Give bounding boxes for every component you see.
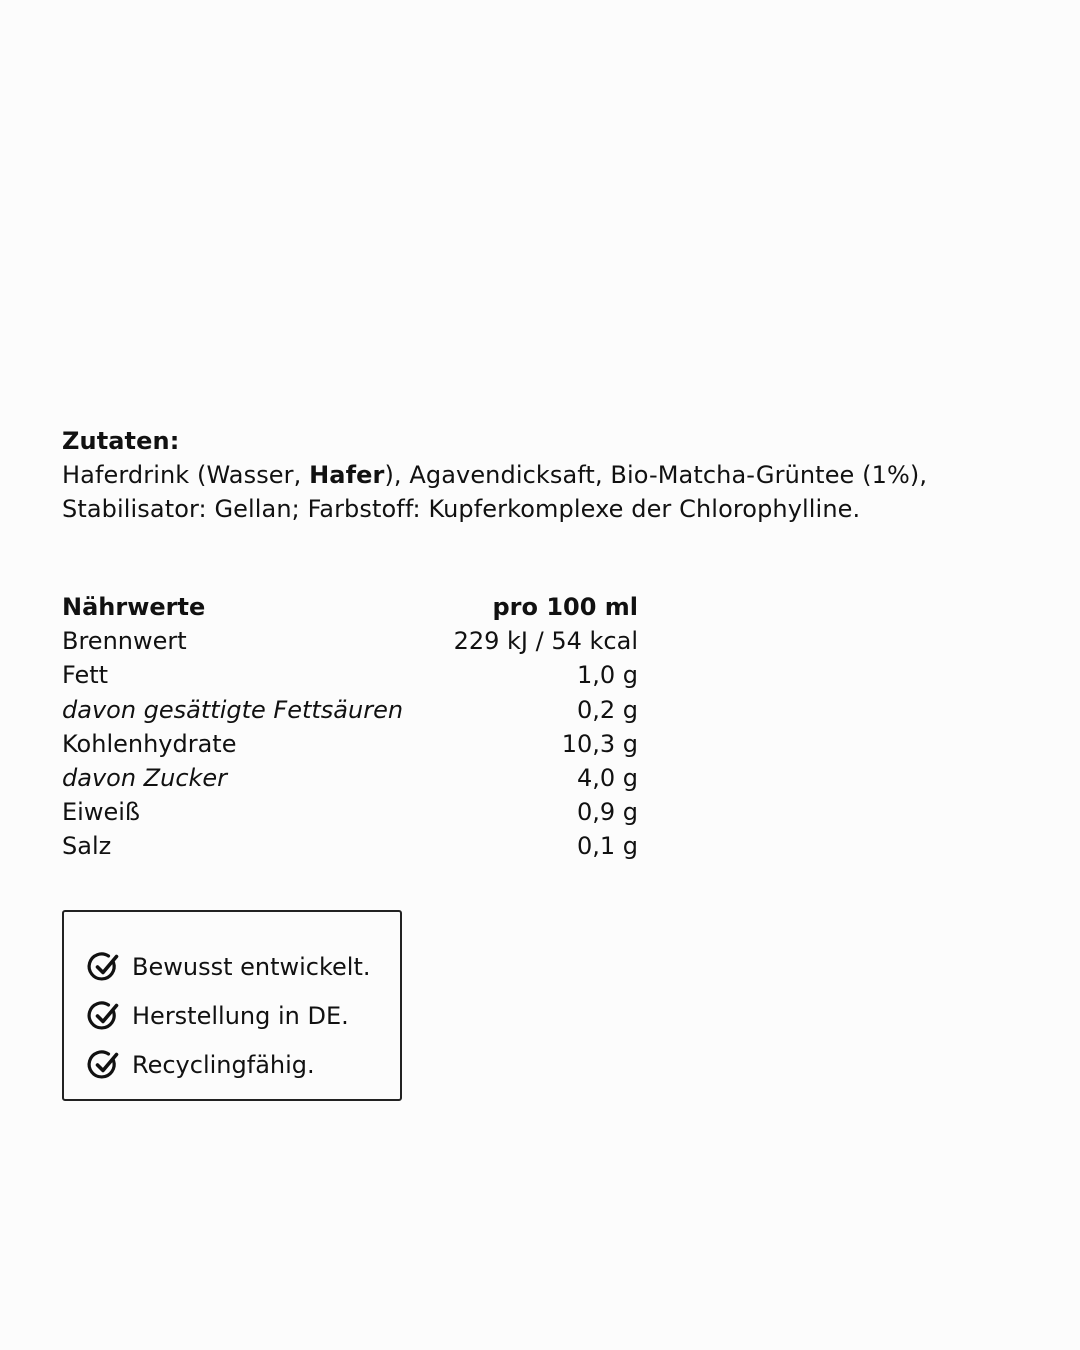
nutrition-value: 229 kJ / 54 kcal: [453, 627, 638, 656]
nutrition-value: 0,2 g: [576, 695, 638, 724]
claims-box: [62, 910, 402, 1101]
nutrition-label: Eiweiß: [62, 798, 141, 827]
check-circle-icon: [86, 998, 122, 1034]
nutrition-label: Kohlenhydrate: [62, 729, 237, 758]
nutrition-header-row: [62, 590, 638, 624]
nutrition-value: 0,1 g: [576, 832, 638, 861]
nutrition-label: Fett: [62, 661, 109, 690]
nutrition-label: Brennwert: [62, 627, 187, 656]
nutrition-label: davon Zucker: [62, 764, 228, 793]
claim-text: Bewusst entwickelt.: [132, 952, 371, 981]
nutrition-label: Salz: [62, 832, 112, 861]
claim-text: Herstellung in DE.: [132, 1001, 349, 1030]
nutrition-value: 4,0 g: [576, 764, 638, 793]
ingredients-text: Haferdrink (Wasser,: [62, 461, 310, 489]
nutrition-header-label: Nährwerte: [62, 593, 206, 621]
nutrition-row-salt: [62, 829, 638, 863]
nutrition-table: [62, 590, 638, 864]
nutrition-value: 1,0 g: [576, 661, 638, 690]
nutrition-value: 10,3 g: [561, 729, 638, 758]
check-circle-icon: [86, 1047, 122, 1083]
nutrition-label: davon gesättigte Fettsäuren: [62, 695, 404, 724]
nutrition-row-protein: [62, 795, 638, 829]
ingredients-heading: Zutaten:: [62, 427, 180, 455]
claim-text: Recyclingfähig.: [132, 1050, 315, 1079]
ingredients-line-1: [62, 458, 1022, 492]
ingredients-text: ), Agavendicksaft, Bio-Matcha-Grüntee (1%),: [384, 461, 928, 489]
nutrition-row-fat: [62, 658, 638, 692]
nutrition-row-carbohydrates: [62, 727, 638, 761]
nutrition-row-sugar: [62, 761, 638, 795]
claim-item: [86, 942, 371, 991]
nutrition-value: 0,9 g: [576, 798, 638, 827]
ingredients-section: [62, 424, 1022, 526]
ingredients-line-2: Stabilisator: Gellan; Farbstoff: Kupferkomplexe der Chlorophylline.: [62, 495, 861, 523]
claim-item: [86, 1040, 371, 1089]
nutrition-row-energy: [62, 624, 638, 658]
check-circle-icon: [86, 949, 122, 985]
nutrition-header-value: pro 100 ml: [492, 593, 638, 621]
allergen-highlight: Hafer: [309, 461, 385, 489]
claims-list: [86, 942, 371, 1089]
claim-item: [86, 991, 371, 1040]
nutrition-row-saturated-fat: [62, 693, 638, 727]
